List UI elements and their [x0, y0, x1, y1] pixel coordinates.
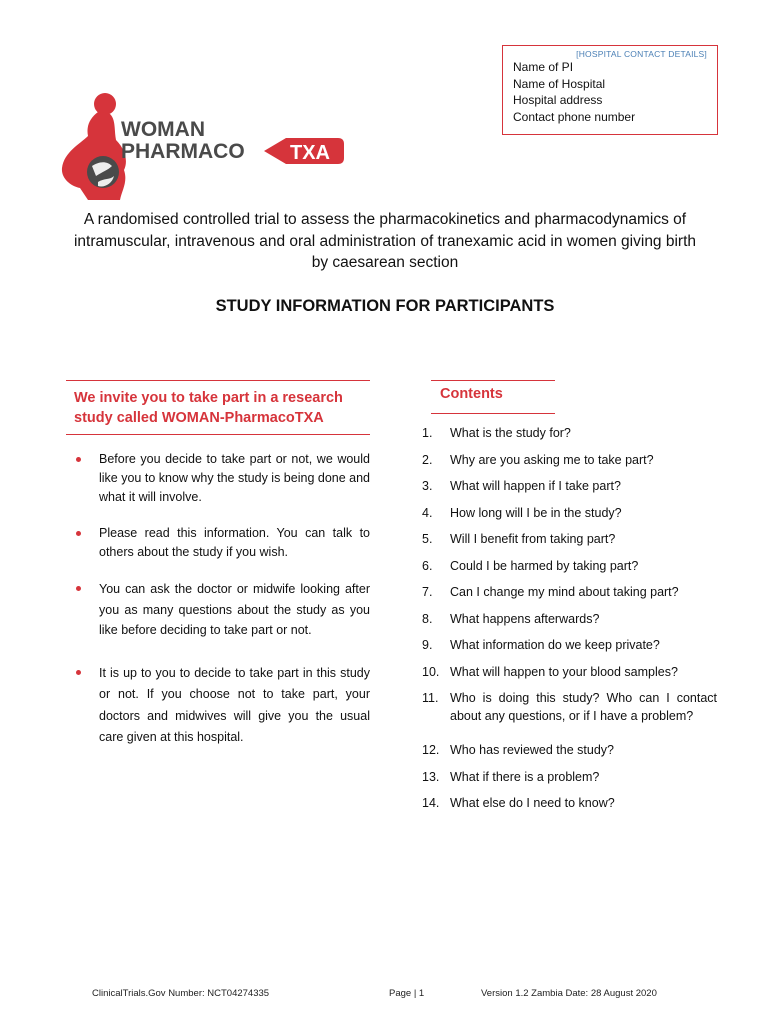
contents-rule-bottom — [431, 413, 555, 414]
contact-box-header: [HOSPITAL CONTACT DETAILS] — [576, 49, 707, 59]
contents-item: 8. What happens afterwards? — [422, 611, 600, 626]
study-title: A randomised controlled trial to assess the pharmacokinetics and pharmacodynamics of intramuscular, intravenous and oral administration of tranexamic acid in women giving birth by caesarean section — [73, 211, 697, 271]
invite-rule-bottom — [66, 434, 370, 435]
bullet-dot-icon — [76, 457, 81, 462]
contents-rule-top — [431, 380, 555, 381]
bullet-dot-icon — [76, 670, 81, 675]
invite-bullet: Before you decide to take part or not, we would like you to know why the study is being done and what it will involve. — [74, 450, 370, 507]
contents-list — [422, 424, 717, 812]
logo-badge-txa: TXA — [290, 142, 330, 164]
invite-rule-top — [66, 380, 370, 381]
contents-item: 13. What if there is a problem? — [422, 769, 600, 784]
contents-title: Contents — [440, 386, 503, 402]
bullet-dot-icon — [76, 586, 81, 591]
contact-line-pi: Name of PI — [513, 60, 574, 74]
logo-word-woman: WOMAN — [121, 118, 205, 141]
bullet-dot-icon — [76, 531, 81, 536]
footer-trial-number: ClinicalTrials.Gov Number: NCT04274335 — [92, 988, 270, 999]
contents-item: 2. Why are you asking me to take part? — [422, 452, 654, 467]
hospital-contact-box — [502, 45, 718, 135]
txa-drop-badge — [264, 138, 344, 164]
contents-item: 14. What else do I need to know? — [422, 796, 615, 810]
contents-item: 5. Will I benefit from taking part? — [422, 532, 616, 546]
contents-item: 6. Could I be harmed by taking part? — [422, 558, 639, 573]
contact-line-hospital: Name of Hospital — [513, 76, 606, 91]
contents-item: 11. Who is doing this study? Who can I contact about any questions, or if I have a problem? — [422, 691, 717, 723]
contents-item: 9. What information do we keep private? — [422, 638, 660, 652]
invite-bullet: It is up to you to decide to take part in this study or not. If you choose not to take part, your doctors and midwives will give you the usual care given at this hospital. — [74, 663, 370, 749]
logo-word-pharmaco: PHARMACO — [121, 140, 245, 163]
invite-bullet: You can ask the doctor or midwife looking after you as many questions about the study as you like before deciding to take part or not. — [74, 579, 370, 641]
contact-line-phone: Contact phone number — [513, 109, 636, 124]
pregnant-woman-icon — [62, 93, 126, 200]
contents-item: 10. What will happen to your blood samples? — [422, 664, 678, 679]
footer-page-number: Page | 1 — [389, 988, 425, 999]
contents-item: 3. What will happen if I take part? — [422, 479, 621, 493]
woman-pharmacotxa-logo — [58, 90, 348, 200]
contents-item: 4. How long will I be in the study? — [422, 505, 622, 520]
footer-version-date: Version 1.2 Zambia Date: 28 August 2020 — [481, 988, 657, 999]
contents-item: 1. What is the study for? — [422, 426, 571, 440]
invite-bullet-list — [74, 450, 370, 749]
invite-bullet: Please read this information. You can talk to others about the study if you wish. — [74, 524, 370, 562]
invite-title: We invite you to take part in a research study called WOMAN-PharmacoTXA — [74, 390, 343, 426]
contents-item: 7. Can I change my mind about taking part? — [422, 585, 679, 599]
contents-item: 12. Who has reviewed the study? — [422, 743, 614, 757]
page-heading: STUDY INFORMATION FOR PARTICIPANTS — [215, 297, 555, 315]
contact-line-address: Hospital address — [513, 93, 603, 107]
